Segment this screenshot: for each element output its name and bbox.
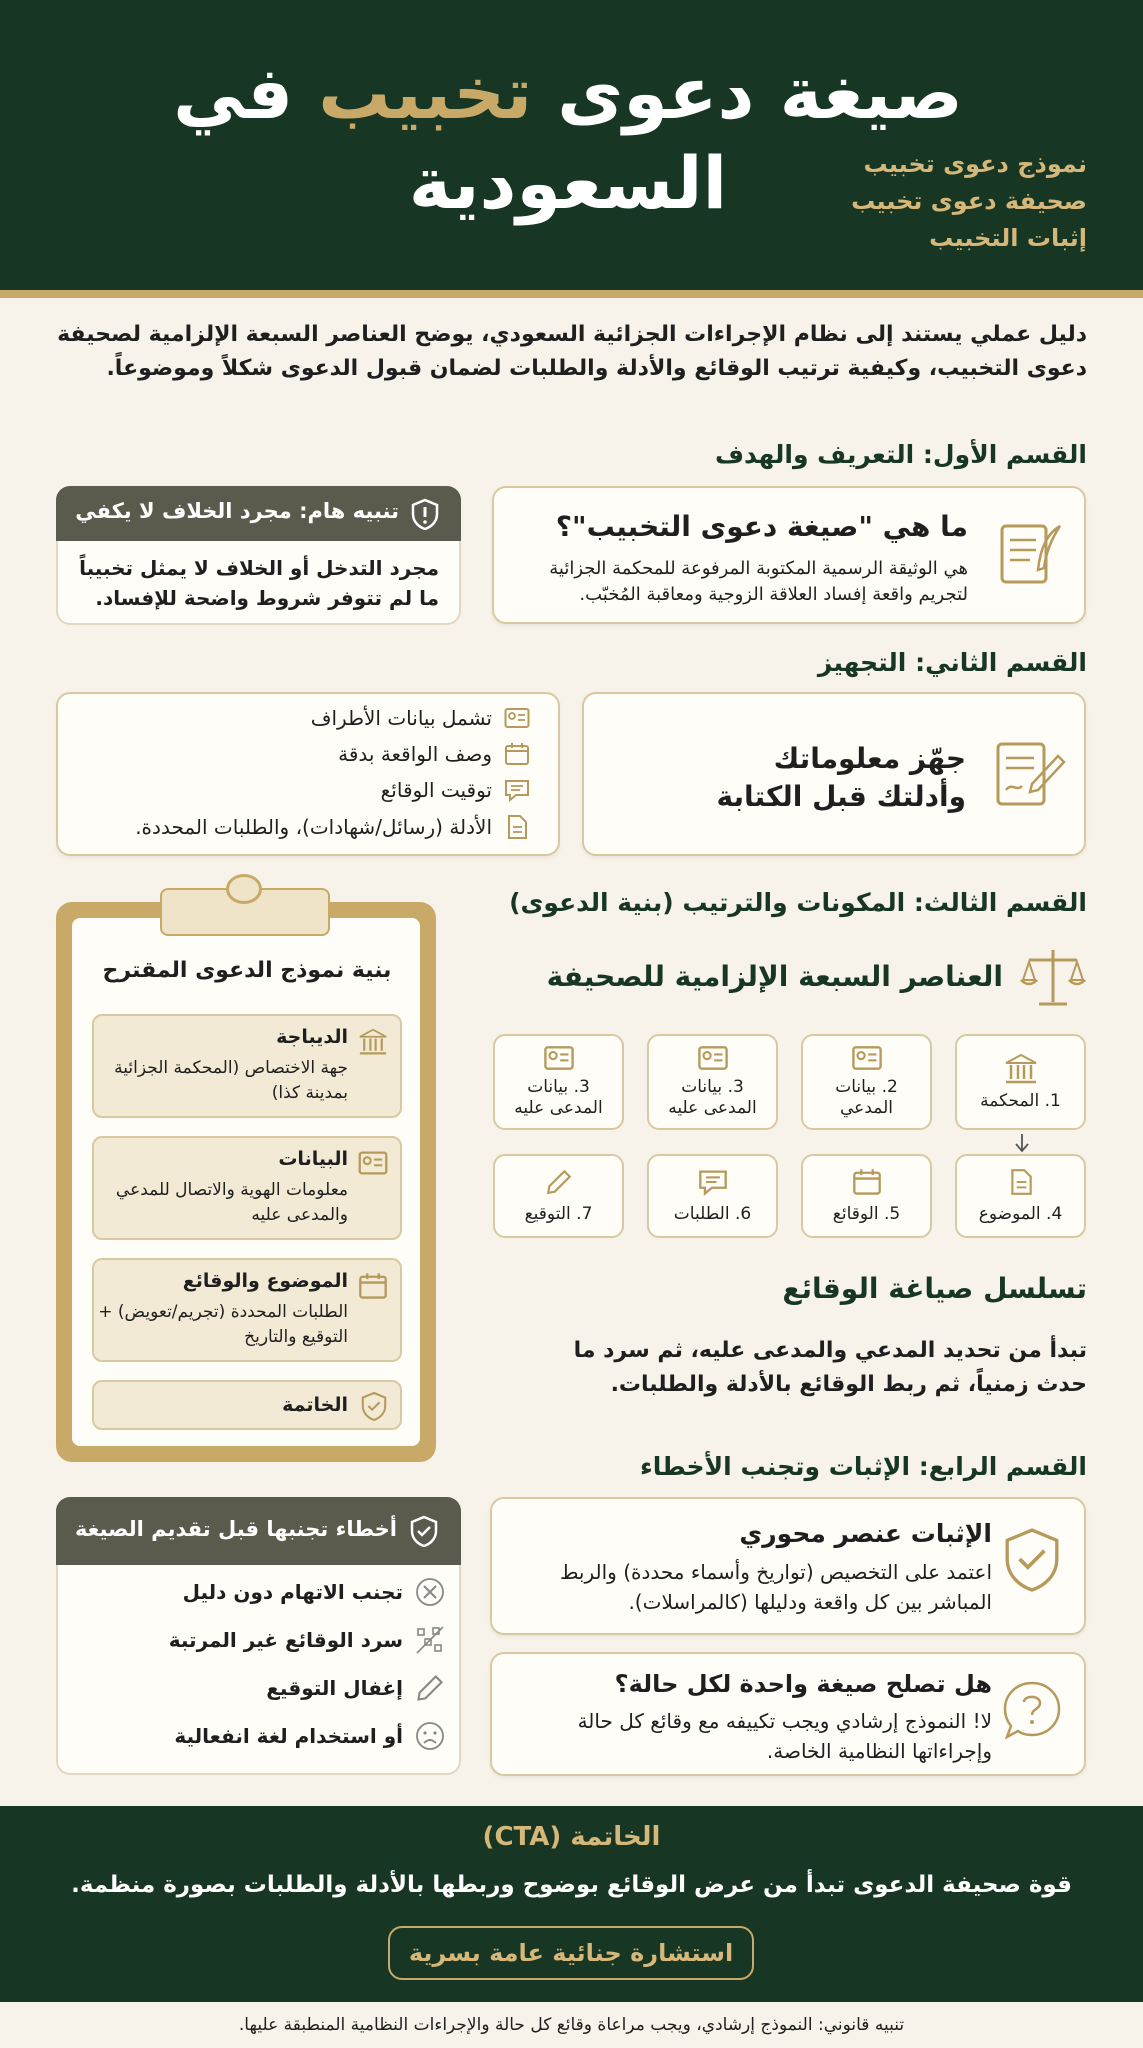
x-circle-icon [415, 1577, 445, 1607]
document-pen-icon [986, 732, 1070, 816]
calendar-icon [358, 1272, 388, 1300]
proof-text: اعتمد على التخصيص (تواريخ وأسماء محددة) والربط المباشر بين كل واقعة ودليلها (كالمراسلات). [559, 1560, 992, 1614]
definition-heading: ما هي "صيغة دعوى التخبيب"؟ [555, 510, 968, 543]
chat-icon [698, 1168, 728, 1196]
clipboard-ring [226, 874, 262, 904]
warning-title: تنبيه هام: مجرد الخلاف لا يكفي [75, 499, 399, 523]
mistake-item [169, 1625, 445, 1655]
element-label: 3. بيانات المدعى عليه [514, 1077, 603, 1118]
shield-check-icon [360, 1391, 388, 1421]
structure-title: بنية نموذج الدعوى المقترح [102, 958, 392, 983]
sad-face-icon [415, 1721, 445, 1751]
header-divider [0, 290, 1143, 298]
structure-item-title: الخاتمة [282, 1394, 348, 1416]
shield-alert-icon [409, 498, 441, 530]
definition-text: هي الوثيقة الرسمية المكتوبة المرفوعة للمحكمة الجزائية لتجريم واقعة إفساد العلاقة الزوجية ومعاقبة المُخبّب. [549, 558, 968, 605]
proof-heading: الإثبات عنصر محوري [739, 1519, 992, 1548]
section3-title: القسم الثالث: المكونات والترتيب (بنية الدعوى) [509, 888, 1087, 917]
id-card-icon [851, 1045, 883, 1071]
elements-heading: العناصر السبعة الإلزامية للصحيفة [546, 960, 1003, 993]
element-label: 3. بيانات المدعى عليه [668, 1077, 757, 1118]
mistake-text: تجنب الاتهام دون دليل [182, 1580, 403, 1604]
court-icon [358, 1028, 388, 1056]
shield-check-icon [996, 1523, 1068, 1595]
structure-item-title: الديباجة [276, 1026, 348, 1048]
pen-icon [544, 1168, 574, 1196]
mistake-text: إغفال التوقيع [266, 1676, 403, 1700]
mistake-item [174, 1721, 445, 1751]
checklist-item [338, 742, 530, 766]
mistake-item [266, 1673, 445, 1703]
mistake-item [183, 1577, 445, 1607]
element-court [955, 1034, 1086, 1130]
element-defendant-duplicate [493, 1034, 624, 1130]
subtitle-3: إثبات التخبيب [929, 224, 1087, 252]
element-label: 7. التوقيع [524, 1203, 593, 1224]
structure-item-text: جهة الاختصاص (المحكمة الجزائية بمدينة كذا) [114, 1058, 348, 1103]
element-defendant [647, 1034, 778, 1130]
preparation-checklist [56, 692, 560, 856]
subtitle-2: صحيفة دعوى تخبيب [851, 187, 1087, 215]
section1-title: القسم الأول: التعريف والهدف [715, 440, 1087, 469]
warning-body [56, 541, 461, 625]
mistakes-header [56, 1497, 461, 1565]
arrow-down-icon [1012, 1132, 1032, 1154]
id-card-icon [358, 1150, 388, 1176]
title-end: في السعودية [173, 51, 728, 225]
checklist-text: تشمل بيانات الأطراف [310, 706, 492, 730]
structure-conclusion [92, 1380, 402, 1430]
warning-text: مجرد التدخل أو الخلاف لا يمثل تخبيباً ما لم تتوفر شروط واضحة للإفساد. [79, 556, 439, 610]
mistake-text: أو استخدام لغة انفعالية [174, 1724, 403, 1748]
court-icon [1004, 1053, 1038, 1085]
faq-heading: هل تصلح صيغة واحدة لكل حالة؟ [614, 1670, 992, 1698]
scroll-quill-icon [986, 512, 1070, 596]
faq-text: لا! النموذج إرشادي ويجب تكييفه مع وقائع كل حالة وإجراءاتها النظامية الخاصة. [577, 1709, 992, 1763]
structure-preamble [92, 1014, 402, 1118]
shield-check-icon [407, 1514, 441, 1548]
warning-header [56, 486, 461, 541]
section4-title: القسم الرابع: الإثبات وتجنب الأخطاء [640, 1452, 1087, 1481]
structure-item-text: معلومات الهوية والاتصال للمدعي والمدعى عليه [115, 1180, 348, 1225]
title-main: صيغة دعوى [557, 51, 963, 135]
element-plaintiff [801, 1034, 932, 1130]
checklist-item [381, 778, 530, 802]
section2-title: القسم الثاني: التجهيز [817, 648, 1087, 677]
structure-item-text: الطلبات المحددة (تجريم/تعويض) + التوقيع والتاريخ [98, 1302, 348, 1347]
proof-card [490, 1497, 1086, 1635]
preparation-heading: جهّز معلوماتك وأدلتك قبل الكتابة [716, 742, 966, 813]
structure-item-title: البيانات [278, 1148, 348, 1170]
calendar-icon [852, 1168, 882, 1196]
intro-text: دليل عملي يستند إلى نظام الإجراءات الجزائية السعودي، يوضح العناصر السبعة الإلزامية لصحيفة دعوى التخبيب، وكيفية ترتيب الوقائع والأدلة والطلبات لضمان قبول الدعوى شكلاً وموضوعاً. [57, 322, 1087, 381]
element-subject [955, 1154, 1086, 1238]
checklist-text: وصف الواقعة بدقة [338, 742, 492, 766]
consultation-button[interactable]: استشارة جنائية عامة بسرية [388, 1926, 754, 1980]
mistakes-body [56, 1565, 461, 1775]
document-icon [504, 814, 530, 840]
title-gold-word: تخبيب [318, 51, 533, 135]
cta-text: قوة صحيفة الدعوى تبدأ من عرض الوقائع بوضوح وربطها بالأدلة والطلبات بصورة منظمة. [71, 1872, 1072, 1898]
element-label: 2. بيانات المدعي [835, 1077, 898, 1118]
mistakes-title: أخطاء تجنبها قبل تقديم الصيغة [74, 1517, 397, 1541]
id-card-icon [543, 1045, 575, 1071]
cta-title: الخاتمة (CTA) [482, 1822, 661, 1852]
checklist-item [311, 706, 530, 730]
checklist-item [135, 814, 530, 840]
chat-icon [504, 778, 530, 802]
element-label: 6. الطلبات [673, 1203, 752, 1224]
mistake-text: سرد الوقائع غير المرتبة [168, 1628, 403, 1652]
subtitle-1: نموذج دعوى تخبيب [863, 150, 1087, 178]
element-label: 4. الموضوع [978, 1203, 1063, 1224]
id-card-icon [504, 707, 530, 729]
pen-icon [415, 1673, 445, 1703]
sequence-title: تسلسل صياغة الوقائع [782, 1272, 1087, 1305]
faq-card [490, 1652, 1086, 1776]
preparation-card [582, 692, 1086, 856]
structure-item-title: الموضوع والوقائع [182, 1270, 348, 1292]
element-facts [801, 1154, 932, 1238]
legal-notice: تنبيه قانوني: النموذج إرشادي، ويجب مراعاة وقائع كل حالة والإجراءات النظامية المنطبقة عليها. [0, 2002, 1143, 2048]
element-requests [647, 1154, 778, 1238]
definition-card [492, 486, 1086, 624]
element-label: 5. الوقائع [832, 1203, 901, 1224]
structure-data [92, 1136, 402, 1240]
scatter-icon [415, 1625, 445, 1655]
id-card-icon [697, 1045, 729, 1071]
structure-subject-facts [92, 1258, 402, 1362]
calendar-icon [504, 742, 530, 766]
element-label: 1. المحكمة [980, 1090, 1061, 1111]
sequence-text: تبدأ من تحديد المدعي والمدعى عليه، ثم سرد ما حدث زمنياً، ثم ربط الوقائع بالأدلة والطلبات. [573, 1338, 1087, 1397]
scales-icon [1019, 944, 1087, 1012]
checklist-text: الأدلة (رسائل/شهادات)، والطلبات المحددة. [135, 815, 492, 839]
element-signature [493, 1154, 624, 1238]
checklist-text: توقيت الوقائع [380, 778, 492, 802]
question-bubble-icon [996, 1674, 1068, 1746]
document-icon [1007, 1168, 1035, 1196]
